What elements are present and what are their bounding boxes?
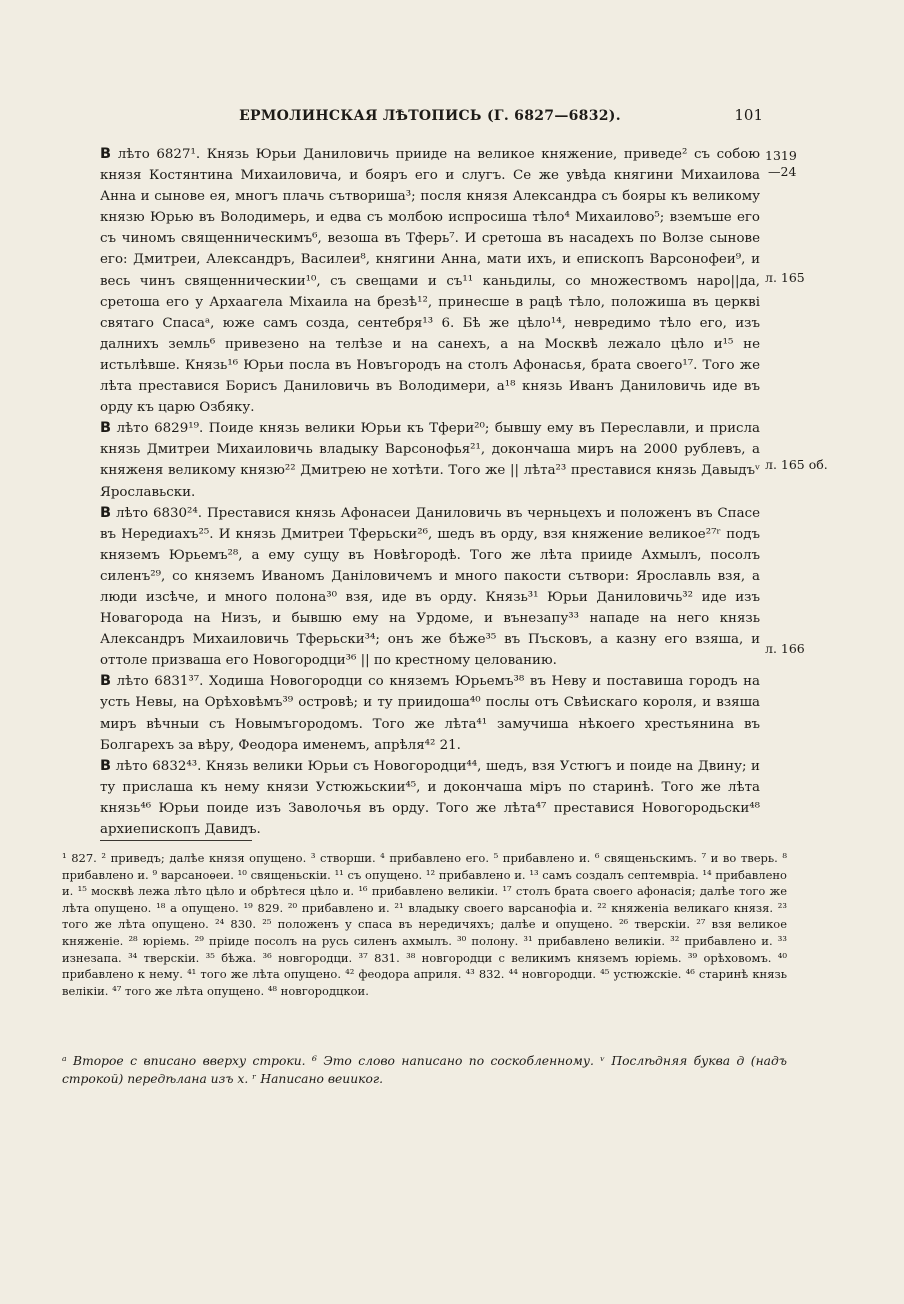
- margin-leaf-166: л. 166: [765, 641, 805, 656]
- entry-6831: [100, 671, 760, 755]
- margin-leaf-165ob: л. 165 об.: [765, 457, 828, 472]
- entry-text: лѣто 6831³⁷. Ходиша Новогородци со княземъ Юрьемъ³⁸ въ Неву и поставиша городъ на усть Невы, на Орѣховѣмъ³⁹ островѣ; и ту приидоша⁴⁰ послы отъ Свѣискаго короля, и взяша миръ вѣчныи съ Новымъгородомъ. Того же лѣта⁴¹ замучиша нѣкоего хрестьянина въ Болгарехъ за вѣру, Феодора именемъ, апрѣля⁴² 21.: [100, 674, 760, 753]
- entry-6827: [100, 144, 760, 418]
- entry-initial: В: [100, 757, 112, 774]
- footnote-divider: [100, 840, 252, 841]
- running-title: ЕРМОЛИНСКАЯ ЛѢТОПИСЬ (Г. 6827—6832).: [239, 108, 621, 124]
- margin-years-end: —24: [768, 164, 797, 179]
- entry-6829: [100, 418, 760, 502]
- entry-text: лѣто 6832⁴³. Князь велики Юрьи съ Новогородци⁴⁴, шедъ, взя Устюгъ и поиде на Двину; и ту прислаша къ нему князи Устюжьскии⁴⁵, и докончаша міръ по старинѣ. Того же лѣта князь⁴⁶ Юрьи поиде изъ Заволочья въ орду. Того же лѣта⁴⁷ преставися Новогородьски⁴⁸ архиепископъ Давидъ.: [100, 758, 760, 837]
- entry-initial: В: [100, 146, 112, 162]
- page-number: 101: [734, 106, 763, 124]
- entry-initial: В: [100, 420, 112, 437]
- chronicle-text: [100, 144, 760, 840]
- entry-initial: В: [100, 673, 112, 690]
- entry-text: лѣто 6829¹⁹. Поиде князь велики Юрьи къ Тфери²⁰; бывшу ему въ Переславли, и присла князь Дмитреи Михаиловичь владыку Варсонофья²¹, докончаша миръ на 2000 рублевъ, а княженя великому князю²² Дмитрею не хотѣти. Того же || лѣта²³ преставися князь Давыдъᵛ Ярославьски.: [100, 421, 760, 500]
- entry-text: лѣто 6827¹. Князь Юрьи Даниловичь прииде на великое княжение, приведе² съ собою князя Костянтина Михаиловича, и бояръ его и слугъ. Се же увѣда княгини Михаилова Анна и сынове ея, многъ плачь сътвориша³; посля князя Александра съ бояры къ великому князю Юрью въ Володимерь, и едва съ молбою испросиша тѣло⁴ Михаилово⁵; вземъше его съ чиномъ священническимъ⁶, везоша въ Тферь⁷. И сретоша въ насадехъ по Волзе сынове его: Дмитреи, Александръ, Василеи⁸, княгини Анна, мати ихъ, и епископъ Варсонофеи⁹, и весь чинъ священническии¹⁰, съ свещами и съ¹¹ каньдилы, со множествомъ наро||да, сретоша его у Архаагела Міхаила на брезѣ¹², принесше в рацѣ тѣло, положиша въ церкві святаго Спасаᵃ, юже самъ созда, сентебря¹³ 6. Бѣ же цѣло¹⁴, невредимо тѣло его, изъ далнихъ земль⁶ привезено на телѣзе и на санехъ, а на Москвѣ лежало цѣло и¹⁵ не истьлѣвше. Князь¹⁶ Юрьи посла въ Новъгородъ на столъ Афонасья, брата своего¹⁷. Того же лѣта преставися Борисъ Даниловичь въ Володимери, а¹⁸ князь Иванъ Даниловичь иде въ орду къ царю Озбяку.: [100, 147, 760, 416]
- entry-6832: [100, 756, 760, 840]
- margin-leaf-165: л. 165: [765, 270, 805, 285]
- critical-notes: ᵃ Второе с вписано вверху строки. ⁶ Это слово написано по соскобленному. ᵛ Послѣдняя буква д (надъ строкой) передѣлана изъ х. ʳ Написано веииког.: [62, 1054, 787, 1086]
- margin-years-start: 1319: [765, 148, 797, 163]
- footnotes: ¹ 827. ² приведъ; далѣе князя опущено. ³ створши. ⁴ прибавлено его. ⁵ прибавлено и. ⁶ священьскимъ. ⁷ и во тверь. ⁸ прибавлено и. ⁹ варсаноѳеи. ¹⁰ священьскіи. ¹¹ съ опущено. ¹² прибавлено и. ¹³ самъ создалъ септемвріа. ¹⁴ прибавлено и. ¹⁵ москвѣ лежа лѣто цѣло и обрѣтеся цѣло и. ¹⁶ прибавлено великіи. ¹⁷ столъ брата своего афонасія; далѣе того же лѣта опущено. ¹⁸ а опущено. ¹⁹ 829. ²⁰ прибавлено и. ²¹ владыку своего варсанофіа и. ²² княженіа великаго князя. ²³ того же лѣта опущено. ²⁴ 830. ²⁵ положенъ у спаса въ нередичяхъ; далѣе и опущено. ²⁶ тверскіи. ²⁷ взя великое княженіе. ²⁸ юріемь. ²⁹ пріиде посолъ на русь силенъ ахмылъ. ³⁰ полону. ³¹ прибавлено великіи. ³² прибавлено и. ³³ изнезапа. ³⁴ тверскіи. ³⁵ бѣжа. ³⁶ новгородци. ³⁷ 831. ³⁸ новгородци с великимъ княземъ юріемь. ³⁹ орѣховомъ. ⁴⁰ прибавлено к нему. ⁴¹ того же лѣта опущено. ⁴² феодора априля. ⁴³ 832. ⁴⁴ новгородци. ⁴⁵ устюжскіе. ⁴⁶ старинѣ князь велікіи. ⁴⁷ того же лѣта опущено. ⁴⁸ новгородцкои.: [62, 851, 787, 998]
- entry-initial: В: [100, 504, 112, 521]
- entry-6830: [100, 503, 760, 672]
- entry-text: лѣто 6830²⁴. Преставися князь Афонасеи Даниловичь въ черньцехъ и положенъ въ Спасе въ Нередиахъ²⁵. И князь Дмитреи Тферьски²⁶, шедъ въ орду, взя княжение великое²⁷ʳ подъ княземъ Юрьемъ²⁸, а ему сущу въ Новѣгородѣ. Того же лѣта прииде Ахмылъ, посолъ силенъ²⁹, со княземъ Иваномъ Даніловичемъ и много пакости сътвори: Ярославль взя, а люди изсѣче, и много полона³⁰ взя, иде въ орду. Князь³¹ Юрьи Даниловичь³² иде изъ Новагорода на Низъ, и бывшю ему на Урдоме, и вънезапу³³ нападе на него князь Александръ Михаиловичь Тферьски³⁴; онъ же бѣже³⁵ въ Пъсковъ, а казну его взяша, и оттоле призваша его Новогородци³⁶ || по крестному целованию.: [100, 505, 760, 669]
